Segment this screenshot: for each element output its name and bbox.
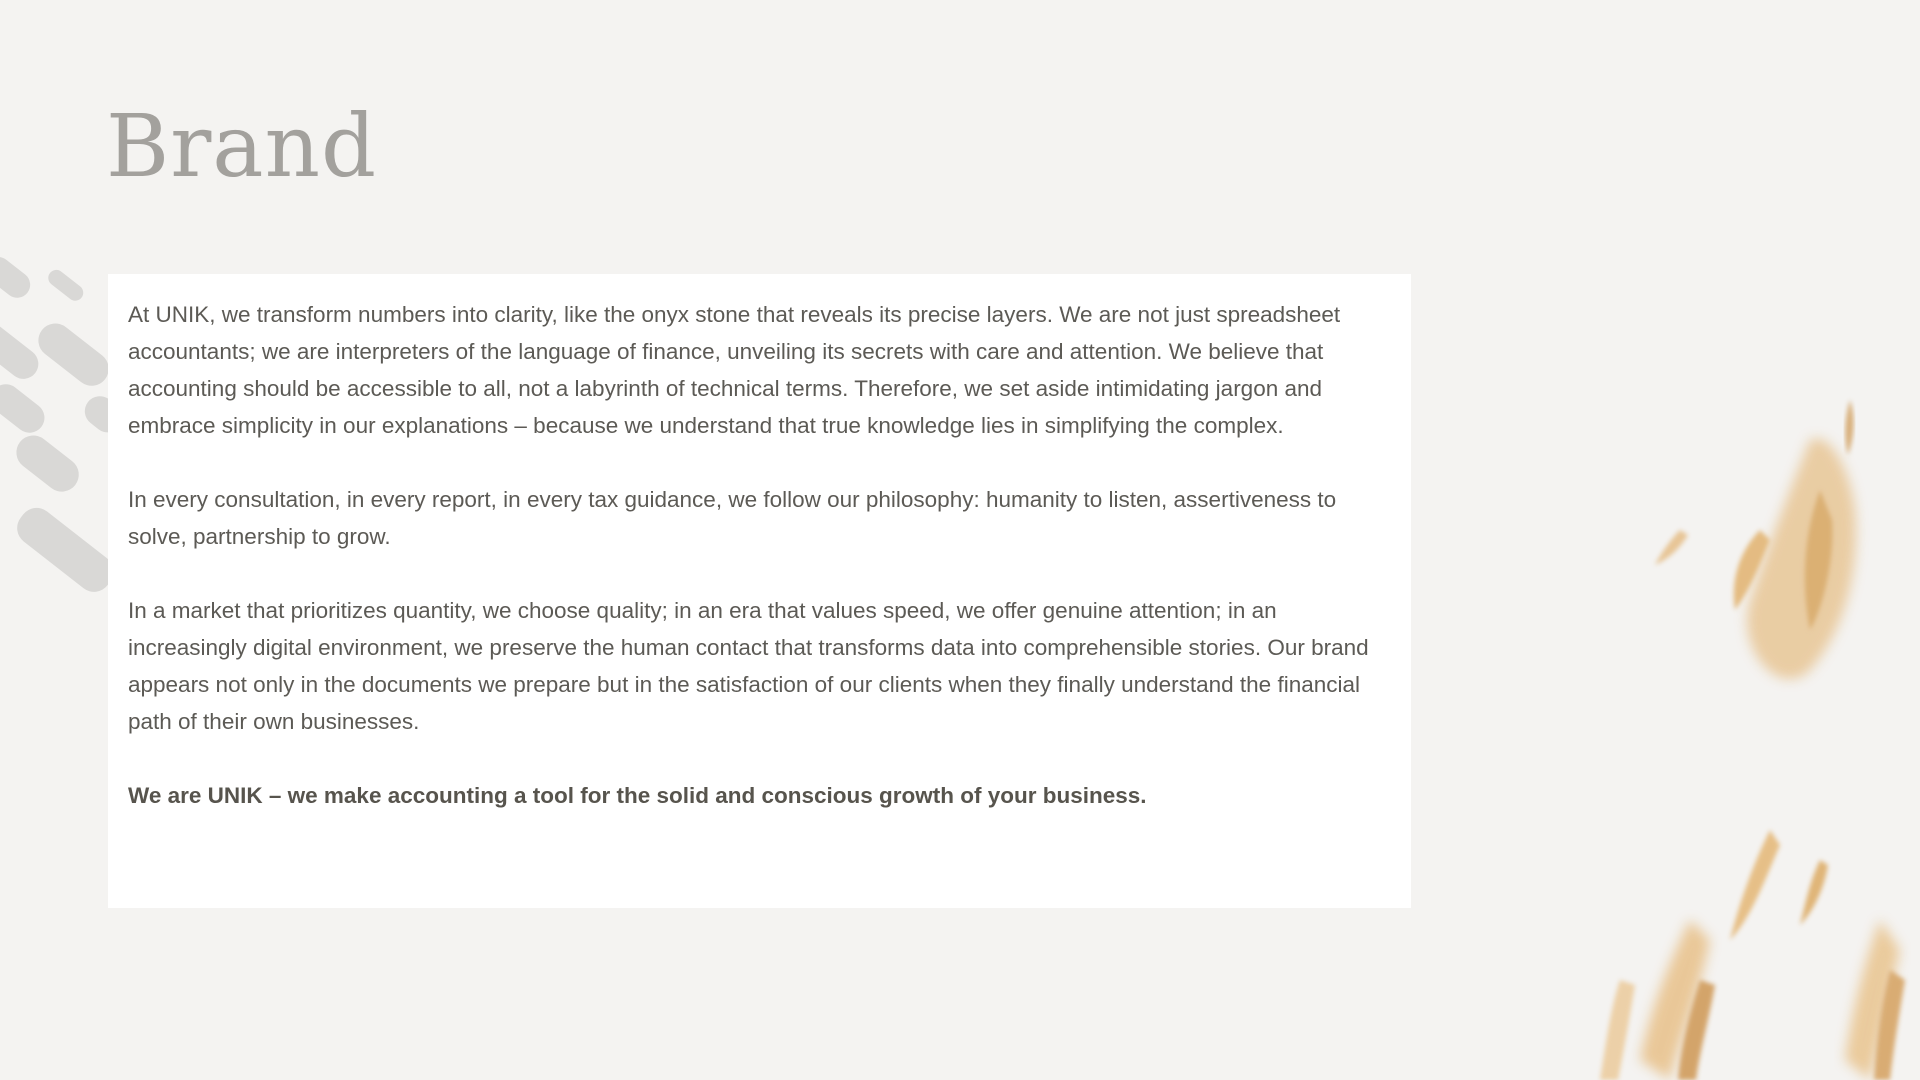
slide-title: Brand bbox=[106, 97, 378, 197]
brand-closing-statement: We are UNIK – we make accounting a tool for the solid and conscious growth of your business. bbox=[128, 783, 1147, 808]
brand-paragraph: In a market that prioritizes quantity, we choose quality; in an era that values speed, we offer genuine attention; in an increasingly digital environment, we preserve the human contact that transforms data into comprehensible stories. Our brand appears not only in the documents we prepare but in the satisfaction of our clients when they finally understand the financial path of their own businesses. bbox=[128, 598, 1369, 734]
watercolor-splash-decoration bbox=[1560, 360, 1920, 1080]
brand-paragraph: In every consultation, in every report, in every tax guidance, we follow our philosophy: humanity to listen, assertiveness to solve, partnership to grow. bbox=[128, 487, 1337, 549]
decorative-stripes bbox=[0, 235, 120, 575]
brand-paragraph: At UNIK, we transform numbers into clarity, like the onyx stone that reveals its precise layers. We are not just spreadsheet accountants; we are interpreters of the language of finance, unveiling its secrets with care and attention. We believe that accounting should be accessible to all, not a labyrinth of technical terms. Therefore, we set aside intimidating jargon and embrace simplicity in our explanations – because we understand that true knowledge lies in simplifying the complex. bbox=[128, 302, 1341, 438]
brand-text-card bbox=[108, 274, 1411, 908]
